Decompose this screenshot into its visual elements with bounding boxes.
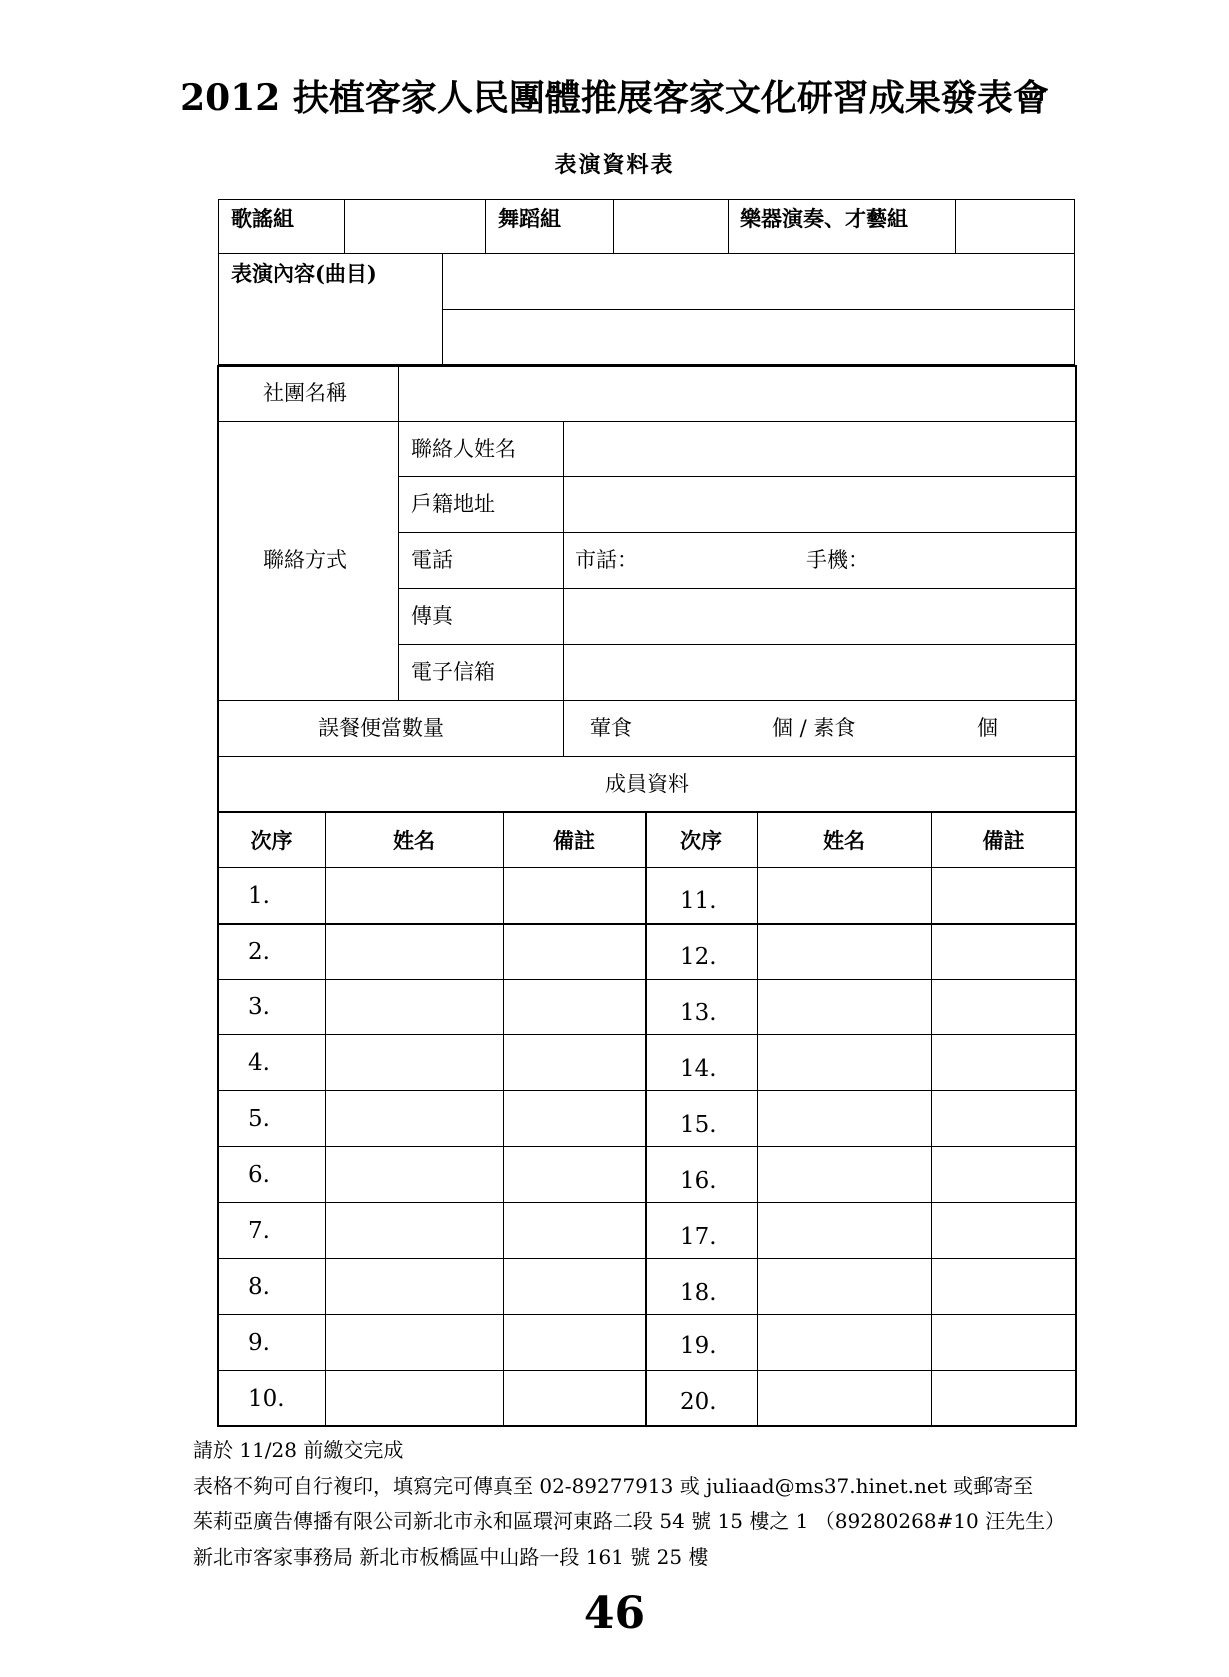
divider (931, 811, 932, 1426)
divider (645, 811, 647, 1426)
performance-content-field-2[interactable] (443, 310, 1074, 364)
fax-label: 傳真 (411, 604, 453, 628)
divider (218, 1258, 1076, 1259)
row-number-right: 13. (680, 1000, 717, 1026)
divider (218, 923, 1076, 925)
meal-unit-vegetarian-label: 個 / 素食 (772, 716, 856, 740)
divider (398, 366, 399, 700)
row-number-left: 5. (248, 1106, 270, 1132)
row-number-left: 1. (248, 883, 270, 909)
row-number-left: 10. (248, 1386, 285, 1412)
address-label: 戶籍地址 (411, 492, 495, 516)
org-name-label: 社團名稱 (263, 381, 347, 405)
row-number-left: 4. (248, 1050, 270, 1076)
divider (563, 421, 564, 756)
row-number-right: 17. (680, 1224, 717, 1250)
divider (398, 532, 1076, 533)
org-name-field[interactable] (400, 368, 1074, 420)
row-number-left: 6. (248, 1162, 270, 1188)
fax-field[interactable] (565, 590, 1074, 643)
divider (218, 421, 1076, 422)
row-number-right: 19. (680, 1333, 717, 1359)
phone-label: 電話 (411, 548, 453, 572)
divider (218, 811, 1076, 813)
contact-person-label: 聯絡人姓名 (411, 437, 516, 461)
row-number-right: 15. (680, 1112, 717, 1138)
performance-content-label: 表演內容(曲目) (231, 261, 377, 286)
form-subtitle: 表演資料表 (554, 152, 675, 178)
row-number-right: 12. (680, 944, 717, 970)
meal-unit-label: 個 (977, 716, 998, 740)
row-number-right: 11. (680, 888, 717, 914)
email-label: 電子信箱 (411, 660, 495, 684)
header-note-right: 備註 (982, 828, 1025, 853)
document-title: 2012 扶植客家人民團體推展客家文化研習成果發表會 (180, 77, 1049, 119)
meat-meal-label: 葷食 (590, 716, 632, 740)
divider (398, 588, 1076, 589)
divider (218, 1314, 1076, 1315)
page-number: 46 (583, 1588, 646, 1639)
music-group-label: 樂器演奏、才藝組 (740, 206, 908, 231)
row-number-right: 18. (680, 1280, 717, 1306)
divider (218, 1146, 1076, 1147)
address-field[interactable] (565, 478, 1074, 531)
email-field[interactable] (565, 646, 1074, 699)
header-name-left: 姓名 (393, 828, 435, 853)
header-order-left: 次序 (250, 828, 293, 853)
dance-group-label: 舞蹈組 (498, 206, 561, 231)
divider (218, 756, 1076, 757)
row-number-left: 8. (248, 1274, 270, 1300)
members-section-label: 成員資料 (605, 772, 689, 796)
dance-group-field[interactable] (614, 200, 727, 252)
divider (325, 811, 326, 1426)
row-number-left: 7. (248, 1218, 270, 1244)
music-group-field[interactable] (956, 200, 1074, 252)
performance-content-field-1[interactable] (443, 254, 1074, 308)
header-note-left: 備註 (553, 828, 595, 853)
divider (218, 700, 1076, 701)
row-number-right: 16. (680, 1168, 717, 1194)
song-group-field[interactable] (345, 200, 484, 252)
deadline-note: 請於 11/28 前繳交完成 (193, 1438, 404, 1462)
phone-field[interactable] (640, 534, 1074, 587)
landline-label: 市話： (575, 548, 638, 572)
row-number-left: 3. (248, 994, 270, 1020)
row-number-right: 14. (680, 1056, 717, 1082)
divider (485, 199, 486, 253)
divider (218, 979, 1076, 980)
mobile-label: 手機： (806, 548, 869, 572)
row-number-left: 9. (248, 1330, 270, 1356)
divider (218, 1034, 1076, 1035)
divider (398, 644, 1076, 645)
divider (728, 199, 729, 253)
submission-note: 表格不夠可自行複印，填寫完可傳真至 02-89277913 或 juliaad@ms37.hinet.net 或郵寄至 (193, 1474, 1034, 1498)
meal-count-label: 誤餐便當數量 (318, 716, 444, 740)
company-address-note: 茱莉亞廣告傳播有限公司新北市永和區環河東路二段 54 號 15 樓之 1 （89280268#10 汪先生） (193, 1509, 1066, 1533)
divider (503, 811, 504, 1426)
row-number-right: 20. (680, 1389, 717, 1415)
divider (218, 1202, 1076, 1203)
divider (757, 811, 758, 1426)
header-name-right: 姓名 (823, 828, 865, 853)
song-group-label: 歌謠組 (231, 206, 294, 231)
row-number-left: 2. (248, 939, 270, 965)
contact-method-label: 聯絡方式 (263, 548, 347, 572)
divider (398, 476, 1076, 477)
divider (218, 867, 1076, 868)
bureau-address-note: 新北市客家事務局 新北市板橋區中山路一段 161 號 25 樓 (193, 1545, 709, 1569)
divider (218, 1090, 1076, 1091)
contact-person-field[interactable] (565, 423, 1074, 475)
divider (218, 1370, 1076, 1371)
header-order-right: 次序 (680, 828, 722, 853)
